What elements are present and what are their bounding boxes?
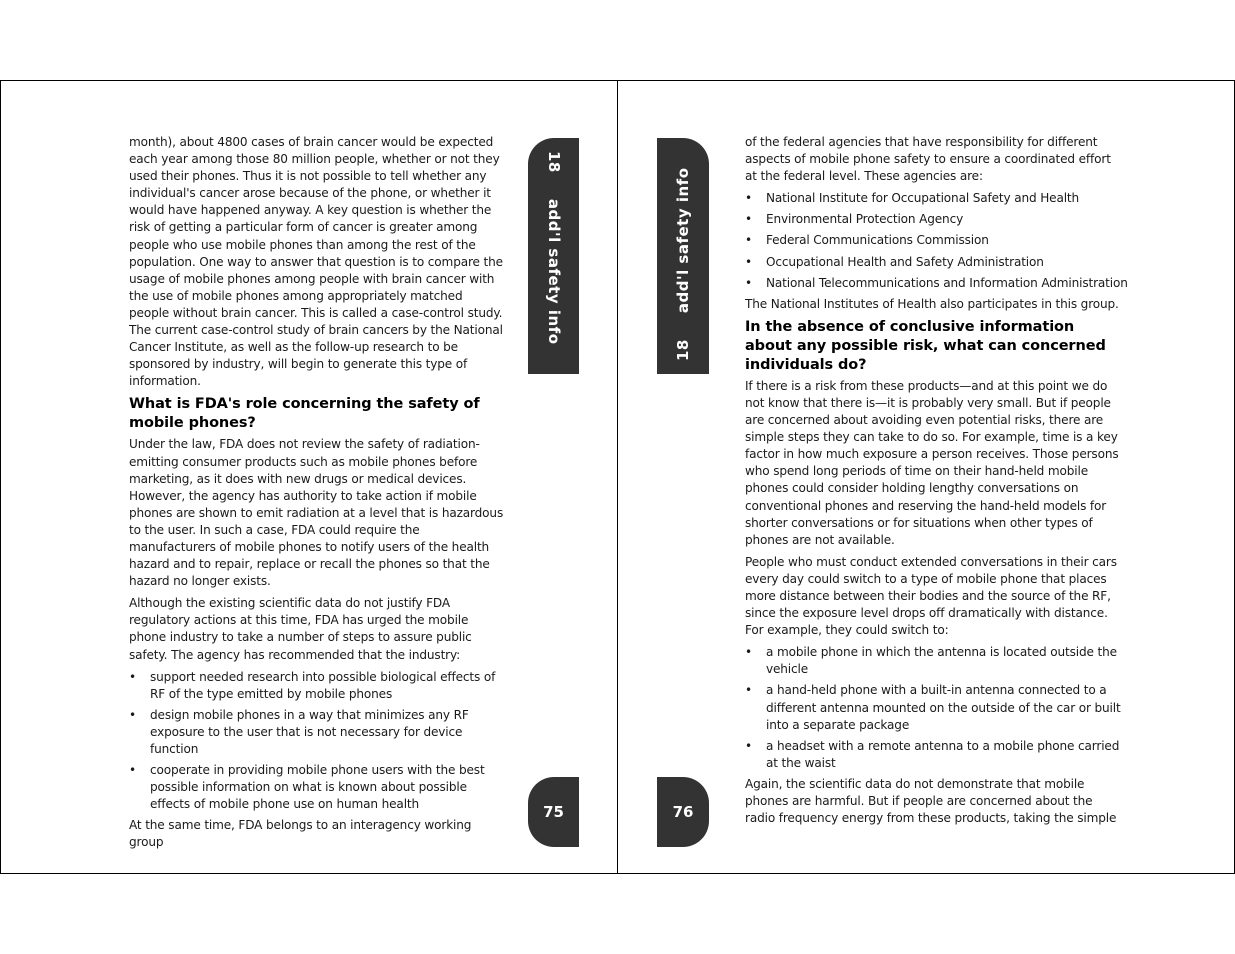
bullet-icon: • [745, 212, 752, 227]
left-paragraph-2: Under the law, FDA does not review the safety of radiation-emitting consumer products such as mobile phones before marketing, as it does with new drugs or medical devices. However, the agency has authority to take action if mobile phones are shown to emit radiation at a level that is hazardous to the user. In such a case, FDA could require the manufacturers of mobile phones to notify users of the health hazard and to repair, replace or recall the phones so that the hazard no longer exists. [129, 437, 504, 589]
right-chapter-tab [657, 138, 709, 374]
right-paragraph-3: People who must conduct extended conversations in their cars every day could switch to a type of mobile phone that places more distance between their bodies and the source of the RF, since the exposure level drops off dramatically with distance. For example, they could switch to: [745, 554, 1117, 638]
list-item: • a headset with a remote antenna to a mobile phone carried at the waist [745, 738, 1120, 770]
bullet-icon: • [745, 645, 752, 660]
list-item: • a hand-held phone with a built-in antenna connected to a different antenna mounted on the outside of the car or built into a separate package [745, 683, 1121, 732]
list-item: • a mobile phone in which the antenna is located outside the vehicle [745, 645, 1117, 677]
bullet-icon: • [745, 254, 752, 269]
document-spread [0, 80, 1235, 874]
bullet-icon: • [745, 275, 752, 290]
list-item: • Environmental Protection Agency [745, 211, 1123, 228]
agency-list [745, 190, 1128, 291]
left-page-number: 75 [528, 777, 579, 847]
right-tab-number: 18 [674, 339, 692, 361]
bullet-icon: • [745, 191, 752, 206]
left-page-column [129, 134, 504, 857]
left-bullet-list [129, 669, 504, 814]
right-bullet-list [745, 644, 1123, 772]
list-item: • Federal Communications Commission [745, 232, 1123, 249]
right-closing-paragraph: Again, the scientific data do not demonstrate that mobile phones are harmful. But if people are concerned about the radio frequency energy from these products, taking the simple [745, 776, 1117, 826]
bullet-icon: • [129, 707, 136, 722]
right-intro-paragraph: of the federal agencies that have responsibility for different aspects of mobile phone safety to ensure a coordinated effort at the federal level. These agencies are: [745, 135, 1111, 184]
left-paragraph-3: Although the existing scientific data do not justify FDA regulatory actions at this time, FDA has urged the mobile phone industry to take a number of steps to assure public safety. The agency has recommended that the industry: [129, 596, 472, 662]
bullet-icon: • [745, 738, 752, 753]
list-item: • National Institute for Occupational Safety and Health [745, 190, 1123, 207]
bullet-icon: • [745, 233, 752, 248]
right-tab-label: add'l safety info [674, 167, 692, 314]
list-item: • Occupational Health and Safety Administration [745, 254, 1123, 271]
right-page-column [745, 134, 1128, 832]
bullet-icon: • [129, 763, 136, 778]
left-closing-paragraph: At the same time, FDA belongs to an interagency working group [129, 818, 472, 850]
list-item: • National Telecommunications and Information Administration [745, 275, 1123, 292]
nih-paragraph: The National Institutes of Health also participates in this group. [745, 296, 1119, 311]
left-chapter-tab [528, 138, 579, 374]
right-section-heading: In the absence of conclusive information about any possible risk, what can concerned individuals do? [745, 318, 1106, 373]
left-tab-label: add'l safety info [545, 198, 563, 345]
list-item: • support needed research into possible biological effects of RF of the type emitted by mobile phones [129, 669, 496, 701]
left-tab-number: 18 [545, 151, 563, 173]
list-item: • design mobile phones in a way that minimizes any RF exposure to the user that is not necessary for device function [129, 707, 469, 756]
left-section-heading: What is FDA's role concerning the safety of mobile phones? [129, 396, 480, 432]
bullet-icon: • [745, 683, 752, 698]
left-intro-paragraph: month), about 4800 cases of brain cancer would be expected each year among those 80 million people, whether or not they used their phones. Thus it is not possible to tell whether any individual's cancer arose because of the phone, or whether it would have happened anyway. A key question is whether the risk of getting a particular form of cancer is greater among people who use mobile phones than among the rest of the population. One way to answer that question is to compare the usage of mobile phones among people with brain cancer with the use of mobile phones among appropriately matched people without brain cancer. This is called a case-control study. The current case-control study of brain cancers by the National Cancer Institute, as well as the follow-up research to be sponsored by industry, will begin to generate this type of information. [129, 135, 503, 389]
list-item: • cooperate in providing mobile phone users with the best possible information on what is known about possible effects of mobile phone use on human health [129, 763, 485, 812]
page-divider [617, 81, 618, 873]
bullet-icon: • [129, 669, 136, 684]
right-paragraph-2: If there is a risk from these products—and at this point we do not know that there is—it is probably very small. But if people are concerned about avoiding even potential risks, there are simple steps they can take to do so. For example, time is a key factor in how much exposure a person receives. Those persons who spend long periods of time on their hand-held mobile phones could consider holding lengthy conversations on conventional phones and reserving the hand-held models for shorter conversations or for situations when other types of phones are not available. [745, 378, 1119, 547]
right-page-number: 76 [657, 777, 709, 847]
